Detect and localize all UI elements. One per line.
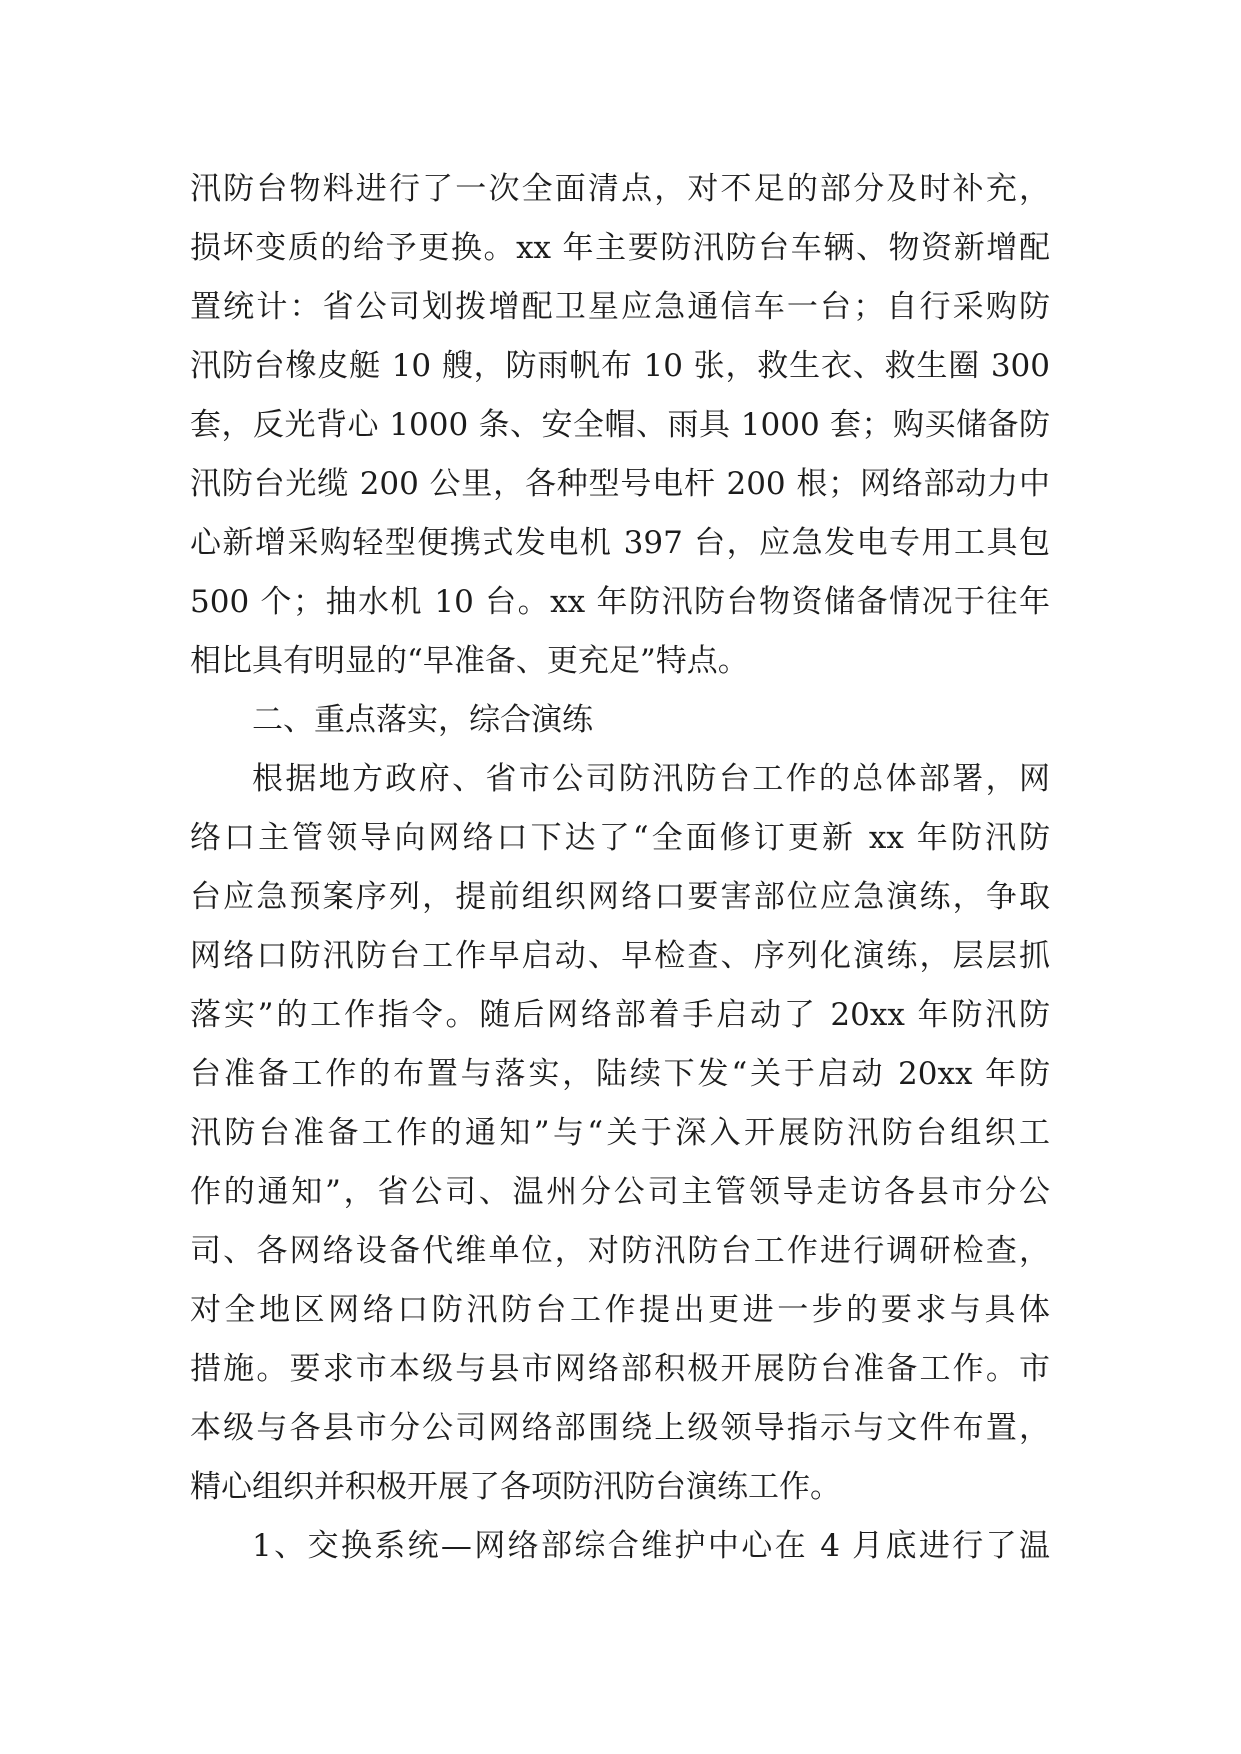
text-line: 汛防台物料进行了一次全面清点，对不足的部分及时补充，	[190, 171, 1050, 207]
text-line: 相比具有明显的“早准备、更充足”特点。	[190, 643, 749, 679]
text-line: 心新增采购轻型便携式发电机 397 台，应急发电专用工具包	[190, 525, 1050, 561]
text-line: 对全地区网络口防汛防台工作提出更进一步的要求与具体	[190, 1292, 1050, 1328]
text-line: 500 个；抽水机 10 台。xx 年防汛防台物资储备情况于往年	[190, 584, 1050, 620]
text-line: 汛防台准备工作的通知”与“关于深入开展防汛防台组织工	[190, 1115, 1050, 1151]
text-line: 套，反光背心 1000 条、安全帽、雨具 1000 套；购买储备防	[190, 407, 1050, 443]
text-line: 本级与各县市分公司网络部围绕上级领导指示与文件布置，	[190, 1410, 1050, 1446]
section-heading: 二、重点落实，综合演练	[252, 702, 593, 738]
text-line: 置统计：省公司划拨增配卫星应急通信车一台；自行采购防	[190, 289, 1050, 325]
text-line: 精心组织并积极开展了各项防汛防台演练工作。	[190, 1469, 841, 1505]
text-line: 作的通知”，省公司、温州分公司主管领导走访各县市分公	[190, 1174, 1050, 1210]
text-line: 汛防台光缆 200 公里，各种型号电杆 200 根；网络部动力中	[190, 466, 1050, 502]
document-body	[190, 160, 1050, 1576]
text-line: 台应急预案序列，提前组织网络口要害部位应急演练，争取	[190, 879, 1050, 915]
text-line: 措施。要求市本级与县市网络部积极开展防台准备工作。市	[190, 1351, 1050, 1387]
text-line: 根据地方政府、省市公司防汛防台工作的总体部署，网	[252, 761, 1050, 797]
text-line: 1、交换系统—网络部综合维护中心在 4 月底进行了温	[252, 1528, 1050, 1564]
text-line: 网络口防汛防台工作早启动、早检查、序列化演练，层层抓	[190, 938, 1050, 974]
text-line: 司、各网络设备代维单位，对防汛防台工作进行调研检查，	[190, 1233, 1050, 1269]
text-line: 台准备工作的布置与落实，陆续下发“关于启动 20xx 年防	[190, 1056, 1050, 1092]
text-line: 损坏变质的给予更换。xx 年主要防汛防台车辆、物资新增配	[190, 230, 1050, 266]
text-line: 络口主管领导向网络口下达了“全面修订更新 xx 年防汛防	[190, 820, 1050, 856]
text-line: 汛防台橡皮艇 10 艘，防雨帆布 10 张，救生衣、救生圈 300	[190, 348, 1050, 384]
text-line: 落实”的工作指令。随后网络部着手启动了 20xx 年防汛防	[190, 997, 1050, 1033]
